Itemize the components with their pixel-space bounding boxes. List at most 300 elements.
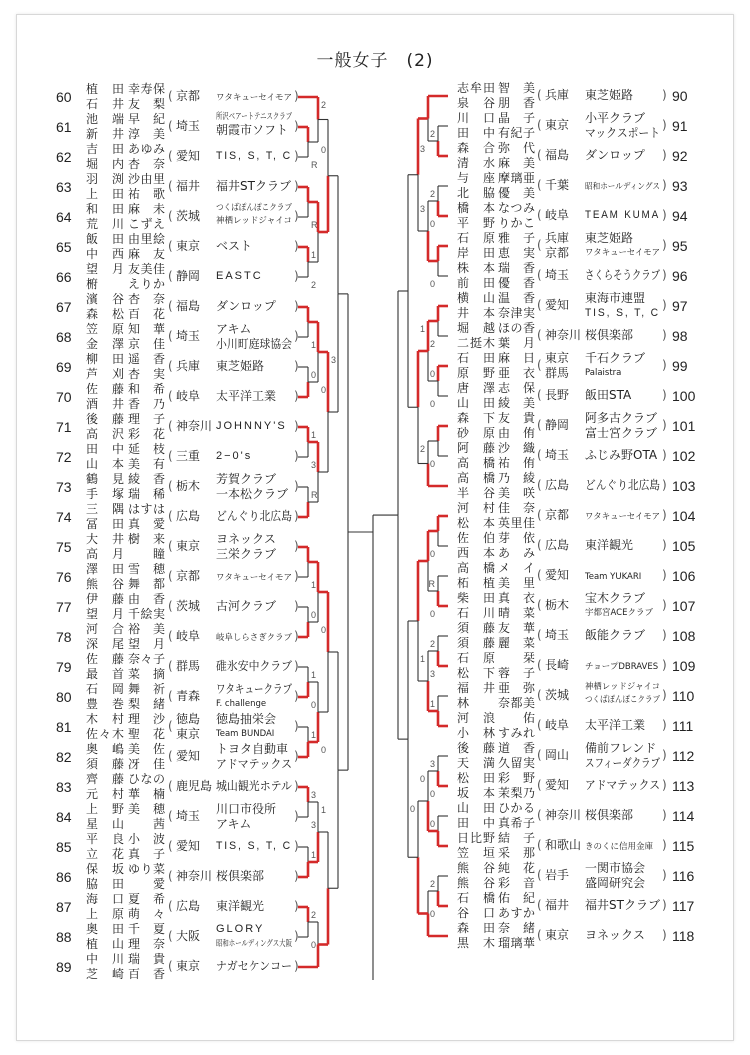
prefecture xyxy=(545,208,569,223)
match-score: 3 xyxy=(311,790,317,800)
player-given-name: 蓉子 xyxy=(498,666,535,680)
player-surname: 吉田 xyxy=(86,142,124,156)
entry-number: 83 xyxy=(56,779,72,795)
player-given-name: ほの香 xyxy=(498,321,535,335)
team-line: 桜倶楽部 xyxy=(216,869,265,883)
player-given-name: 芽依 xyxy=(498,531,535,545)
player-surname: 石井 xyxy=(86,97,124,111)
player-given-name: 葉月 xyxy=(498,336,535,350)
team-name xyxy=(585,88,660,103)
paren-open: ( xyxy=(168,809,173,823)
match-score: 2 xyxy=(321,100,327,110)
player-surname: 酒井 xyxy=(86,397,124,411)
paren-open: ( xyxy=(168,389,173,403)
player-given-name: 淳美 xyxy=(128,127,165,141)
player-surname: 黒木 xyxy=(457,936,495,950)
prefecture-name: 岐阜 xyxy=(545,718,570,732)
team-line: 福井STクラブ xyxy=(585,898,660,912)
team-line: Team YUKARI xyxy=(585,572,642,582)
player-surname: 笠原 xyxy=(86,322,124,336)
team-line: 所沢ベアートテニスクラブ xyxy=(216,112,292,122)
player-surname: 井本 xyxy=(457,306,495,320)
player-given-name: 夏希 xyxy=(128,892,165,906)
player-surname: 高橋 xyxy=(457,456,495,470)
paren-open: ( xyxy=(537,778,542,792)
entry-number: 63 xyxy=(56,179,72,195)
prefecture-name: 岐阜 xyxy=(176,629,201,643)
player-surname: 上野 xyxy=(86,802,124,816)
team-name xyxy=(216,419,292,434)
player-given-name: 百花 xyxy=(128,307,165,321)
player-given-name: 延枝 xyxy=(128,442,165,456)
prefecture-name: 愛知 xyxy=(545,298,570,312)
paren-close: ) xyxy=(294,479,299,493)
team-line: Team BUNDAI xyxy=(216,729,275,739)
prefecture xyxy=(176,209,200,224)
entry-number: 100 xyxy=(672,388,696,404)
player-given-name: 瞳 xyxy=(152,547,165,561)
prefecture xyxy=(176,509,200,524)
player-given-name: 茉梨乃 xyxy=(498,786,535,800)
match-score: 3 xyxy=(419,144,425,154)
player-surname: 株本 xyxy=(457,261,495,275)
player-given-name: 華楠 xyxy=(128,787,165,801)
entry-number: 103 xyxy=(672,478,696,494)
player-given-name: 舞都 xyxy=(128,577,165,591)
team-line: つくばぽんぽこクラブ xyxy=(216,203,293,213)
team-name xyxy=(216,359,292,374)
entry-row xyxy=(0,202,340,232)
entry-number: 117 xyxy=(672,898,695,914)
paren-close: ) xyxy=(294,239,299,253)
player-surname: 前田 xyxy=(457,276,495,290)
team-line: 阿多古クラブ xyxy=(585,411,658,425)
team-name xyxy=(585,840,660,855)
entry-number: 69 xyxy=(56,359,72,375)
player-surname: 齊藤 xyxy=(86,772,124,786)
player-given-name: 愛 xyxy=(152,877,165,891)
prefecture xyxy=(176,869,212,884)
paren-close: ) xyxy=(294,689,299,703)
player-given-name: 由香 xyxy=(128,592,165,606)
match-score: 2 xyxy=(429,189,435,199)
match-score: R xyxy=(428,579,435,589)
player-surname: 熊谷 xyxy=(457,861,495,875)
player-surname: 森合 xyxy=(457,141,495,155)
player-surname: 河合 xyxy=(86,622,124,636)
entry-row xyxy=(400,831,740,861)
prefecture-name: 埼玉 xyxy=(176,329,201,343)
prefecture-name: 福井 xyxy=(545,898,570,912)
entry-number: 93 xyxy=(672,178,688,194)
team-line: ワタキューセイモア xyxy=(216,573,292,583)
prefecture xyxy=(545,868,569,883)
match-score: 0 xyxy=(321,745,327,755)
prefecture xyxy=(545,118,569,133)
player-given-name: 杏奈 xyxy=(128,157,165,171)
entry-row xyxy=(400,381,740,411)
prefecture xyxy=(545,268,569,283)
entry-row xyxy=(0,562,340,592)
team-name xyxy=(585,351,660,381)
entry-number: 91 xyxy=(672,118,688,134)
paren-open: ( xyxy=(537,688,542,702)
entry-number: 104 xyxy=(672,508,696,524)
team-name xyxy=(585,538,660,553)
team-line: 東芝姫路 xyxy=(585,231,634,245)
entry-number: 107 xyxy=(672,598,696,614)
player-given-name: 友梨 xyxy=(128,97,165,111)
prefecture xyxy=(545,658,569,673)
paren-open: ( xyxy=(537,658,542,672)
prefecture xyxy=(176,299,200,314)
player-given-name: 志保 xyxy=(498,381,535,395)
prefecture-name: 静岡 xyxy=(545,418,570,432)
player-surname: 金澤 xyxy=(86,337,124,351)
prefecture-name: 広島 xyxy=(545,538,570,552)
paren-open: ( xyxy=(168,269,173,283)
team-line: 太平洋工業 xyxy=(585,718,646,732)
team-name xyxy=(585,510,660,525)
prefecture-name: 東京 xyxy=(176,539,201,553)
prefecture xyxy=(176,629,200,644)
team-name xyxy=(585,681,660,707)
player-surname: 椨 xyxy=(86,277,99,291)
player-given-name: 早紀 xyxy=(128,112,165,126)
prefecture-name: 徳島 xyxy=(176,712,201,726)
entry-number: 87 xyxy=(56,899,72,915)
prefecture xyxy=(176,599,200,614)
paren-close: ) xyxy=(662,718,667,732)
entry-number: 96 xyxy=(672,268,688,284)
prefecture xyxy=(545,748,569,763)
entry-row xyxy=(400,681,740,711)
prefecture-name: 広島 xyxy=(176,509,201,523)
player-surname: 堀越 xyxy=(457,321,495,335)
team-name xyxy=(216,472,292,502)
paren-open: ( xyxy=(537,388,542,402)
player-surname: 木村 xyxy=(86,712,124,726)
match-score: 1 xyxy=(311,670,317,680)
prefecture-name: 群馬 xyxy=(176,659,201,673)
entry-number: 88 xyxy=(56,929,72,945)
prefecture xyxy=(545,508,569,523)
paren-open: ( xyxy=(168,569,173,583)
player-given-name: 温香 xyxy=(498,291,535,305)
prefecture xyxy=(176,359,200,374)
entry-number: 89 xyxy=(56,959,72,975)
entry-row xyxy=(0,502,340,532)
player-given-name: 杏実 xyxy=(128,367,165,381)
prefecture xyxy=(545,231,569,261)
player-given-name: 有紀子 xyxy=(498,126,535,140)
player-surname: 福井 xyxy=(457,681,495,695)
team-name xyxy=(585,291,660,321)
entry-number: 76 xyxy=(56,569,72,585)
paren-close: ) xyxy=(294,659,299,673)
prefecture xyxy=(545,148,569,163)
player-given-name: 奈津実 xyxy=(498,306,535,320)
player-surname: 池端 xyxy=(86,112,124,126)
player-given-name: 彩音 xyxy=(498,876,535,890)
player-given-name: 晴菜 xyxy=(498,606,535,620)
player-surname: 保坂 xyxy=(86,862,124,876)
player-given-name: 茜 xyxy=(152,817,165,831)
paren-open: ( xyxy=(168,209,173,223)
team-line: 碓氷安中クラブ xyxy=(216,659,293,673)
team-name xyxy=(585,808,660,823)
paren-open: ( xyxy=(537,928,542,942)
player-surname: 平野 xyxy=(457,216,495,230)
team-line: F. challenge xyxy=(216,699,267,709)
match-score: 2 xyxy=(311,910,317,920)
player-surname: 冨田 xyxy=(86,517,124,531)
player-given-name: 美有 xyxy=(128,457,165,471)
player-surname: 上原 xyxy=(86,907,124,921)
player-surname: 砂原 xyxy=(457,426,495,440)
player-surname: 立花 xyxy=(86,847,124,861)
team-name xyxy=(216,322,292,352)
team-line: 東芝姫路 xyxy=(585,88,634,102)
entry-row xyxy=(400,291,740,321)
player-surname: 芝崎 xyxy=(86,967,124,981)
prefecture-name: 愛知 xyxy=(545,568,570,582)
entry-number: 80 xyxy=(56,689,72,705)
match-score: 0 xyxy=(429,609,435,619)
entry-row xyxy=(400,141,740,171)
prefecture-name: 東京 xyxy=(545,118,570,132)
prefecture xyxy=(545,418,569,433)
entry-row xyxy=(0,682,340,712)
player-given-name: 由里絵 xyxy=(128,232,165,246)
match-score: 0 xyxy=(419,774,425,784)
entry-row xyxy=(400,711,740,741)
entry-row xyxy=(400,861,740,891)
paren-close: ) xyxy=(294,839,299,853)
paren-close: ) xyxy=(662,898,667,912)
team-name xyxy=(216,299,292,314)
paren-close: ) xyxy=(294,899,299,913)
prefecture-name: 岐阜 xyxy=(545,208,570,222)
team-line: 神栖レッドジャイコ xyxy=(216,216,292,226)
paren-open: ( xyxy=(168,149,173,163)
entry-number: 110 xyxy=(672,688,695,704)
player-given-name: りかこ xyxy=(498,216,535,230)
prefecture xyxy=(176,269,200,284)
entry-row xyxy=(0,952,340,982)
paren-close: ) xyxy=(662,778,667,792)
entry-number: 101 xyxy=(672,418,696,434)
prefecture xyxy=(545,388,569,403)
player-surname: 日比野 xyxy=(457,831,495,845)
paren-close: ) xyxy=(294,269,299,283)
prefecture xyxy=(545,351,569,381)
prefecture-name: 茨城 xyxy=(176,209,201,223)
prefecture-name: 神奈川 xyxy=(176,419,213,433)
entry-row xyxy=(0,262,340,292)
paren-close: ) xyxy=(662,538,667,552)
prefecture-name: 埼玉 xyxy=(545,448,570,462)
match-score: 2 xyxy=(429,339,435,349)
player-surname: 唐澤 xyxy=(457,381,495,395)
prefecture xyxy=(545,898,569,913)
prefecture xyxy=(176,449,200,464)
player-surname: 志牟田 xyxy=(457,81,495,95)
player-surname: 石原 xyxy=(457,231,495,245)
team-line: 盛岡研究会 xyxy=(585,876,646,890)
entry-number: 102 xyxy=(672,448,696,464)
entry-row xyxy=(400,111,740,141)
entry-row xyxy=(0,742,340,772)
paren-close: ) xyxy=(662,388,667,402)
paren-open: ( xyxy=(168,659,173,673)
player-given-name: こずえ xyxy=(128,217,165,231)
entry-row xyxy=(400,321,740,351)
player-given-name: 真愛 xyxy=(128,517,165,531)
prefecture-name: 長野 xyxy=(545,388,570,402)
player-given-name: 遥香 xyxy=(128,352,165,366)
team-line: さくらそうクラブ xyxy=(585,268,660,282)
prefecture-name: 静岡 xyxy=(176,269,201,283)
entry-number: 92 xyxy=(672,148,688,164)
team-line: つくばぽんぽこクラブ xyxy=(585,695,660,705)
player-given-name: 麻美 xyxy=(498,156,535,170)
player-surname: 森田 xyxy=(457,921,495,935)
team-name xyxy=(585,148,660,163)
paren-open: ( xyxy=(537,748,542,762)
entry-number: 75 xyxy=(56,539,72,555)
player-surname: 奥田 xyxy=(86,922,124,936)
player-surname: 笠垣 xyxy=(457,846,495,860)
prefecture xyxy=(176,569,200,584)
team-line: 飯田STA xyxy=(585,388,632,402)
prefecture-name: 長崎 xyxy=(545,658,570,672)
player-given-name: 沙織 xyxy=(498,441,535,455)
team-name xyxy=(585,741,660,771)
player-given-name: 佳奈 xyxy=(498,501,535,515)
player-given-name: 和希 xyxy=(128,382,165,396)
paren-open: ( xyxy=(168,839,173,853)
entry-row xyxy=(400,351,740,381)
prefecture xyxy=(545,838,581,853)
player-surname: 鶴見 xyxy=(86,472,124,486)
prefecture-name: 茨城 xyxy=(176,599,201,613)
player-given-name: 優美 xyxy=(498,186,535,200)
player-surname: 山田 xyxy=(457,396,495,410)
paren-open: ( xyxy=(537,598,542,612)
player-given-name: 由侑 xyxy=(498,426,535,440)
paren-close: ) xyxy=(294,959,299,973)
match-score: 3 xyxy=(311,820,317,830)
team-line: スフィーダクラブ xyxy=(585,756,660,770)
player-surname: 後藤 xyxy=(86,412,124,426)
entry-number: 77 xyxy=(56,599,72,615)
player-surname: 森下 xyxy=(457,411,495,425)
player-surname: 荒川 xyxy=(86,217,124,231)
player-given-name: 香乃 xyxy=(128,397,165,411)
prefecture xyxy=(545,628,569,643)
player-given-name: 英里佳 xyxy=(498,516,535,530)
match-score: 0 xyxy=(321,145,327,155)
entry-row xyxy=(0,142,340,172)
prefecture xyxy=(545,448,569,463)
player-given-name: 京佳 xyxy=(128,337,165,351)
entry-row xyxy=(0,892,340,922)
match-score: 0 xyxy=(429,789,435,799)
player-given-name: 瑞香 xyxy=(498,261,535,275)
paren-open: ( xyxy=(168,179,173,193)
player-given-name: 梨緒 xyxy=(128,697,165,711)
team-line: きのくに信用金庫 xyxy=(585,842,654,852)
prefecture xyxy=(545,478,569,493)
entry-number: 71 xyxy=(56,419,72,435)
prefecture-name: 岩手 xyxy=(545,868,570,882)
prefecture-name: 福島 xyxy=(545,148,570,162)
match-score: 0 xyxy=(429,399,435,409)
team-line: 千石クラブ xyxy=(585,351,646,365)
team-line: 桜倶楽部 xyxy=(585,328,634,342)
player-given-name: 結子 xyxy=(498,831,535,845)
entry-row xyxy=(0,712,340,742)
prefecture xyxy=(176,479,200,494)
player-surname: 石原 xyxy=(457,651,495,665)
entry-row xyxy=(400,531,740,561)
entry-number: 106 xyxy=(672,568,696,584)
player-surname: 堀内 xyxy=(86,157,124,171)
paren-close: ) xyxy=(294,449,299,463)
paren-close: ) xyxy=(662,658,667,672)
team-name xyxy=(585,660,660,675)
team-name xyxy=(585,718,660,733)
player-surname: 石川 xyxy=(457,606,495,620)
team-name xyxy=(216,959,292,974)
match-score: 0 xyxy=(311,700,317,710)
player-surname: 柘植 xyxy=(457,576,495,590)
team-name xyxy=(216,922,292,952)
player-surname: 海口 xyxy=(86,892,124,906)
entry-row xyxy=(400,801,740,831)
player-given-name: 理沙 xyxy=(128,712,165,726)
entry-row xyxy=(400,201,740,231)
team-line: 東芝姫路 xyxy=(216,359,265,373)
team-name xyxy=(216,449,292,464)
team-name xyxy=(216,802,292,832)
player-given-name: 優香 xyxy=(498,276,535,290)
entry-number: 62 xyxy=(56,149,72,165)
team-line: 東海市連盟 xyxy=(585,291,646,305)
paren-open: ( xyxy=(168,929,173,943)
team-line: マックスポート xyxy=(585,126,660,140)
match-score: 2 xyxy=(429,639,435,649)
team-name xyxy=(216,742,292,772)
prefecture xyxy=(176,149,200,164)
player-surname: 小林 xyxy=(457,726,495,740)
player-surname: 佐藤 xyxy=(86,382,124,396)
player-given-name: 祐歌 xyxy=(128,187,165,201)
team-name xyxy=(216,91,292,106)
team-name xyxy=(216,839,292,854)
entry-number: 99 xyxy=(672,358,688,374)
team-name xyxy=(585,180,660,195)
team-name xyxy=(585,898,660,913)
player-surname: 清水 xyxy=(457,156,495,170)
player-surname: 林 xyxy=(457,696,470,710)
paren-open: ( xyxy=(537,478,542,492)
prefecture xyxy=(545,808,581,823)
team-line: 一関市協会 xyxy=(585,861,646,875)
player-surname: 高月 xyxy=(86,547,124,561)
paren-open: ( xyxy=(537,178,542,192)
